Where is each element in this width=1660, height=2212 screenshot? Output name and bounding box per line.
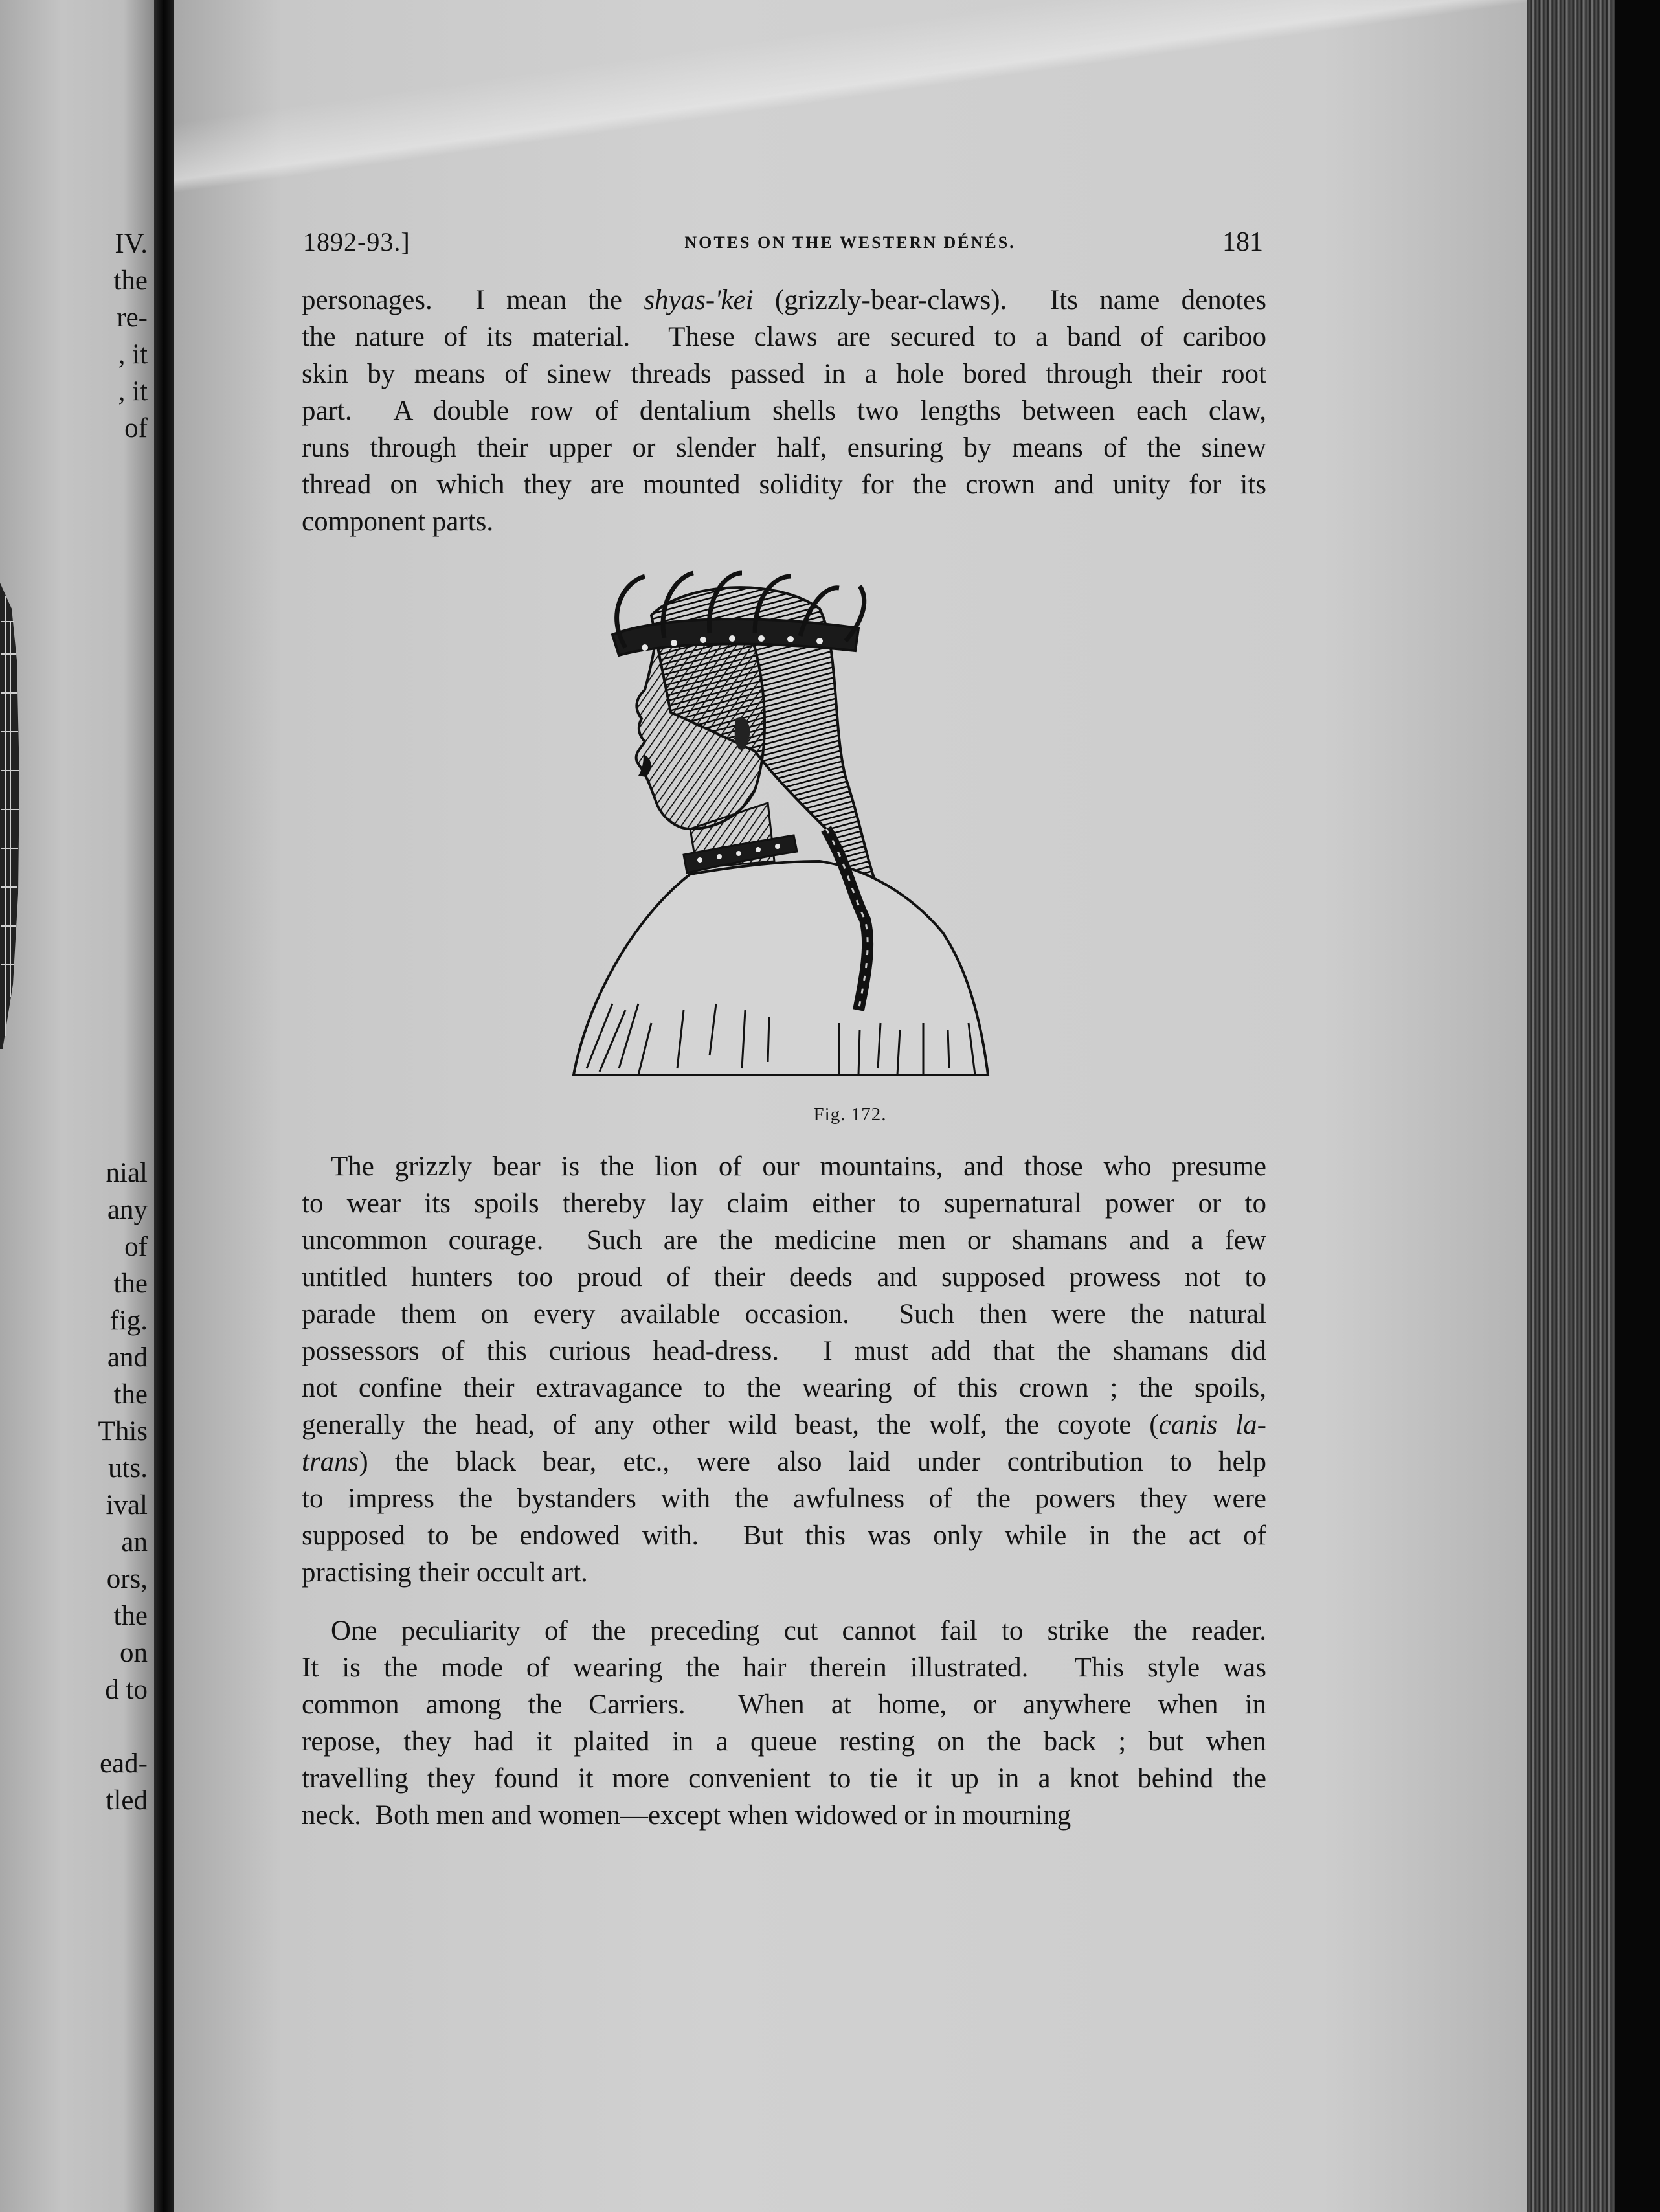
- text-run: uncommon courage. Such are the medicine men or shamans and a few: [302, 1225, 1266, 1256]
- page-number: 181: [1222, 227, 1263, 257]
- text-run: thread on which they are mounted solidity for the crown and unity for its: [302, 469, 1266, 500]
- text-run: common among the Carriers. When at home, or anywhere when in: [302, 1689, 1266, 1720]
- text-run: component parts.: [302, 506, 494, 537]
- left-page-line: IV.: [115, 229, 148, 259]
- text-run: It is the mode of wearing the hair therein illustrated. This style was: [302, 1653, 1266, 1683]
- text-run: neck. Both men and women—except when widowed or in mourning: [302, 1800, 1071, 1831]
- text-line: [302, 1370, 1266, 1406]
- left-page-line: any: [107, 1195, 148, 1225]
- left-page-line: re-: [117, 302, 148, 333]
- text-run: generally the head, of any other wild beast, the wolf, the coyote (: [302, 1410, 1159, 1440]
- text-run: personages. I mean the: [302, 285, 644, 315]
- text-run: skin by means of sinew threads passed in a hole bored through their root: [302, 359, 1266, 389]
- text-line: [302, 503, 1266, 540]
- left-page-line: on: [120, 1638, 148, 1668]
- text-line: [331, 1612, 1266, 1649]
- text-line: [302, 429, 1266, 466]
- running-head-years: 1892-93.]: [303, 227, 410, 256]
- text-line: [302, 1797, 1266, 1834]
- text-run: One peculiarity of the preceding cut cannot fail to strike the reader.: [331, 1616, 1266, 1646]
- text-line: [302, 282, 1266, 319]
- left-page-line: of: [124, 413, 148, 444]
- left-page-line: ors,: [106, 1564, 148, 1594]
- text-line: [302, 1649, 1266, 1686]
- text-line: [302, 1259, 1266, 1296]
- text-run: (grizzly-bear-claws). Its name denotes: [753, 285, 1266, 315]
- text-run: the nature of its material. These claws are secured to a band of cariboo: [302, 322, 1266, 352]
- text-run: possessors of this curious head-dress. I must add that the shamans did: [302, 1336, 1266, 1366]
- left-page-line: tled: [106, 1785, 148, 1816]
- left-page-line: the: [113, 1379, 148, 1410]
- left-page-line: This: [98, 1416, 148, 1447]
- text-run: parade them on every available occasion. Such then were the natural: [302, 1299, 1266, 1329]
- text-run: practising their occult art.: [302, 1557, 588, 1588]
- italic-term: canis la-: [1158, 1410, 1266, 1440]
- text-line: [302, 392, 1266, 429]
- figure-caption: Fig. 172.: [813, 1104, 887, 1125]
- text-line: [302, 1686, 1266, 1723]
- left-page-line: and: [107, 1342, 148, 1373]
- text-run: part. A double row of dentalium shells two lengths between each claw,: [302, 396, 1266, 426]
- left-page-line: ead-: [100, 1748, 148, 1779]
- garment: [574, 861, 988, 1075]
- text-line: [302, 1296, 1266, 1333]
- book-page: [174, 0, 1527, 2212]
- paper-crease: [174, 0, 1527, 220]
- text-line: [302, 1443, 1266, 1480]
- left-page-line: the: [113, 1269, 148, 1299]
- text-run: to impress the bystanders with the awfulness of the powers they were: [302, 1484, 1266, 1514]
- text-run: The grizzly bear is the lion of our mountains, and those who presume: [331, 1151, 1266, 1182]
- text-run: repose, they had it plaited in a queue resting on the back ; but when: [302, 1726, 1266, 1757]
- text-line: [302, 1185, 1266, 1222]
- text-run: ) the black bear, etc., were also laid under contribution to help: [359, 1447, 1266, 1477]
- text-run: travelling they found it more convenient to tie it up in a knot behind the: [302, 1763, 1266, 1794]
- text-line: [302, 356, 1266, 392]
- left-page-line: , it: [118, 376, 148, 407]
- running-head-title: NOTES ON THE WESTERN DÉNÉS.: [684, 233, 1016, 252]
- left-page-fragment: [0, 0, 154, 2212]
- text-line: [302, 466, 1266, 503]
- text-run: runs through their upper or slender half, ensuring by means of the sinew: [302, 433, 1266, 463]
- text-run: supposed to be endowed with. But this was only while in the act of: [302, 1520, 1266, 1551]
- left-page-line: uts.: [108, 1453, 148, 1484]
- italic-term: shyas-'kei: [644, 285, 754, 315]
- text-line: [302, 1760, 1266, 1797]
- left-page-line: the: [113, 265, 148, 296]
- left-page-line: an: [121, 1527, 148, 1557]
- book-edge-shadow: [1615, 0, 1660, 2212]
- paragraph-hair-style: [302, 1612, 1266, 1834]
- text-line: [302, 1333, 1266, 1370]
- text-line: [302, 1723, 1266, 1760]
- left-page-illustration-fragment: [0, 583, 26, 1049]
- text-line: [302, 319, 1266, 356]
- left-page-line: fig.: [109, 1305, 148, 1336]
- text-line: [331, 1148, 1266, 1185]
- italic-term: trans: [302, 1447, 359, 1477]
- text-line: [302, 1222, 1266, 1259]
- left-page-line: the: [113, 1601, 148, 1631]
- text-run: to wear its spoils thereby lay claim either to supernatural power or to: [302, 1188, 1266, 1219]
- left-page-line: ival: [106, 1490, 148, 1520]
- text-run: not confine their extravagance to the wearing of this crown ; the spoils,: [302, 1373, 1266, 1403]
- text-line: [302, 1554, 1266, 1591]
- paragraph-grizzly-bear: [302, 1148, 1266, 1591]
- text-line: [302, 1406, 1266, 1443]
- figure-172-shaman-headdress: [561, 557, 1001, 1088]
- binding-gutter: [154, 0, 174, 2212]
- text-line: [302, 1480, 1266, 1517]
- left-page-line: nial: [106, 1158, 148, 1188]
- paragraph-shyas-kei: [302, 282, 1266, 540]
- left-page-line: , it: [118, 339, 148, 370]
- text-run: untitled hunters too proud of their deeds and supposed prowess not to: [302, 1262, 1266, 1292]
- text-line: [302, 1517, 1266, 1554]
- left-page-line: d to: [105, 1675, 148, 1705]
- left-page-line: of: [124, 1232, 148, 1262]
